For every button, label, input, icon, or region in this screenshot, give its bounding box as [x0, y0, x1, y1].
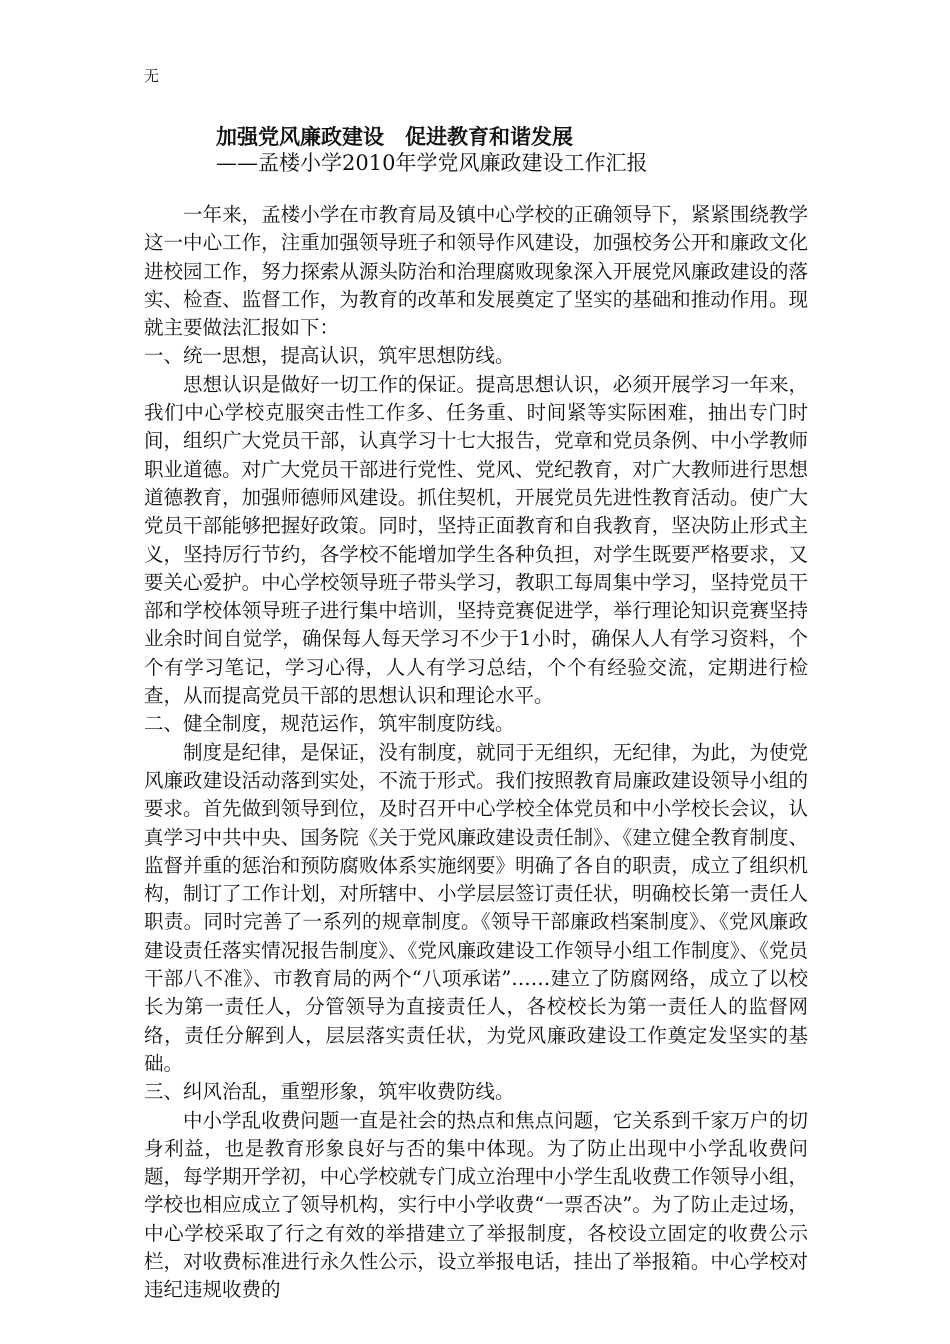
section-paragraph-2: 制度是纪律，是保证，没有制度，就同于无组织，无纪律，为此，为使党风廉政建设活动落到实处，不流于形式。我们按照教育局廉政建设领导小组的要求。首先做到领导到位，及时召开中心学校全体党员和中小学校长会议，认真学习中共中央、国务院《关于党风廉政建设责任制》、《建立健全教育制度、监督并重的惩治和预防腐败体系实施纲要》明确了各自的职责，成立了组织机构，制订了工作计划，对所辖中、小学层层签订责任状，明确校长第一责任人职责。同时完善了一系列的规章制度。《领导干部廉政档案制度》、《党风廉政建设责任落实情况报告制度》、《党风廉政建设工作领导小组工作制度》、《党员干部八不准》、市教育局的两个“八项承诺”……建立了防腐网络，成立了以校长为第一责任人，分管领导为直接责任人，各校校长为第一责任人的监督网络，责任分解到人，层层落实责任状，为党风廉政建设工作奠定发坚实的基础。 — [144, 740, 808, 1075]
header-mark: 无 — [144, 67, 160, 85]
section-heading-1: 一、统一思想，提高认识，筑牢思想防线。 — [144, 344, 515, 368]
document-title: 加强党风廉政建设 促进教育和谐发展 — [216, 124, 573, 149]
section-paragraph-3: 中小学乱收费问题一直是社会的热点和焦点问题，它关系到千家万户的切身利益，也是教育形象良好与否的集中体现。为了防止出现中小学乱收费问题，每学期开学初，中心学校就专门成立治理中小学生乱收费工作领导小组，学校也相应成立了领导机构，实行中小学收费“一票否决”。为了防止走过场，中心学校采取了行之有效的举措建立了举报制度，各校设立固定的收费公示栏，对收费标准进行永久性公示，设立举报电话，挂出了举报箱。中心学校对违纪违规收费的 — [144, 1108, 808, 1302]
section-heading-2: 二、健全制度，规范运作，筑牢制度防线。 — [144, 712, 515, 736]
intro-paragraph: 一年来，孟楼小学在市教育局及镇中心学校的正确领导下，紧紧围绕教学这一中心工作，注重加强领导班子和领导作风建设，加强校务公开和廉政文化进校园工作，努力探索从源头防治和治理腐败现象深入开展党风廉政建设的落实、检查、监督工作，为教育的改革和发展奠定了坚实的基础和推动作用。现就主要做法汇报如下： — [144, 203, 808, 340]
document-subtitle: ——孟楼小学2010年学党风廉政建设工作汇报 — [216, 151, 648, 175]
document-body — [144, 201, 808, 1305]
section-paragraph-1: 思想认识是做好一切工作的保证。提高思想认识，必须开展学习一年来，我们中心学校克服突击性工作多、任务重、时间紧等实际困难，抽出专门时间，组织广大党员干部，认真学习十七大报告，党章和党员条例、中小学教师职业道德。对广大党员干部进行党性、党风、党纪教育，对广大教师进行思想道德教育，加强师德师风建设。抓住契机，开展党员先进性教育活动。使广大党员干部能够把握好政策。同时，坚持正面教育和自我教育，坚决防止形式主义，坚持厉行节约，各学校不能增加学生各种负担，对学生既要严格要求，又要关心爱护。中心学校领导班子带头学习，教职工每周集中学习，坚持党员干部和学校体领导班子进行集中培训，坚持竞赛促进学，举行理论知识竞赛坚持业余时间自觉学，确保每人每天学习不少于1小时，确保人人有学习资料，个个有学习笔记，学习心得，人人有学习总结，个个有经验交流，定期进行检查，从而提高党员干部的思想认识和理论水平。 — [144, 372, 808, 708]
section-heading-3: 三、纠风治乱，重塑形象，筑牢收费防线。 — [144, 1080, 515, 1104]
